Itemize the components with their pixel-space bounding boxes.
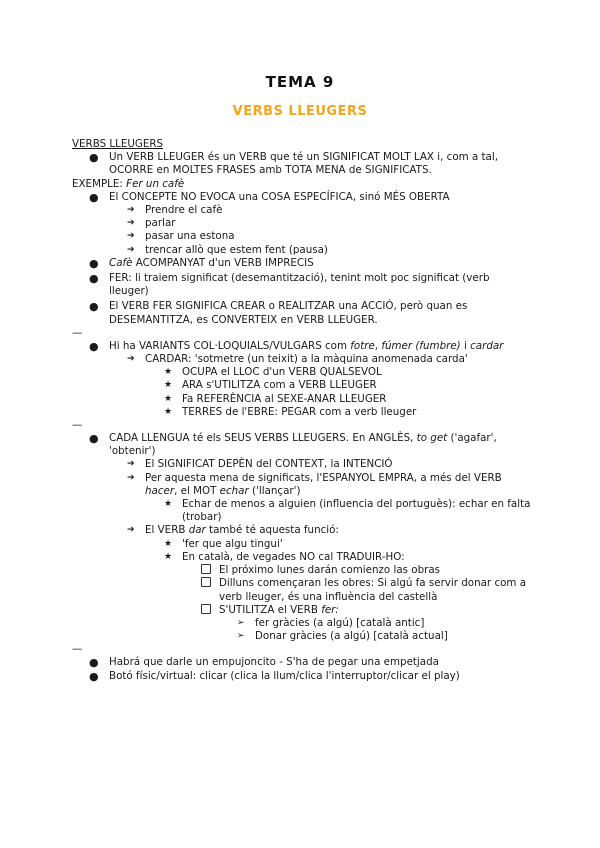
star-icon: ★ — [164, 406, 173, 417]
notes-body — [72, 138, 532, 683]
star-icon: ★ — [164, 380, 173, 391]
list-item: ● Botó físic/virtual: clicar (clica la llum/clica l'interruptor/clicar el play) — [89, 669, 460, 683]
checkbox-item: Dilluns començaran les obres: Si algú fa servir donar com a verb lleuger, és una influència del castellà — [72, 577, 532, 603]
arrow-icon: ➔ — [127, 218, 135, 229]
separator-dash: — — [72, 643, 83, 656]
list-item: ● FER: li traiem significat (desemantització), tenint molt poc significat (verb lleuger) — [89, 272, 490, 298]
sub-list-item: ➔ El SIGNIFICAT DEPÈN del CONTEXT, la INTENCIÓ — [127, 458, 393, 471]
list-item: ● El VERB FER SIGNIFICA CREAR o REALITZAR una ACCIÓ, però quan es DESEMANTITZA, es CONVERTEIX en VERB LLEUGER. — [89, 300, 468, 326]
sub-list-item: ➔ pasar una estona — [127, 230, 235, 243]
star-item: ★ Fa REFERÈNCIA al SEXE-ANAR LLEUGER — [164, 392, 387, 405]
star-icon: ★ — [164, 367, 173, 378]
checkbox-item: S'UTILITZA el VERB fer: — [72, 604, 532, 617]
section-heading: VERBS LLEUGERS — [72, 138, 164, 150]
bullet-icon: ● — [89, 272, 99, 286]
star-item: ★ ARA s'UTILITZA com a VERB LLEUGER — [164, 379, 377, 392]
arrow-icon: ➔ — [127, 244, 135, 255]
list-item: ● Hi ha VARIANTS COL·LOQUIALS/VULGARS com fotre, fúmer (fumbre) i cardar — [89, 339, 504, 353]
sub-list-item: ➔ trencar allò que estem fent (pausa) — [127, 243, 328, 256]
checkbox-icon[interactable] — [201, 564, 211, 577]
list-item: ● CADA LLENGUA té els SEUS VERBS LLEUGERS. En ANGLÈS, to get ('agafar', 'obtenir') — [89, 432, 497, 458]
arrow-icon: ➔ — [127, 472, 135, 483]
checkbox-item: El próximo lunes darán comienzo las obras — [72, 564, 532, 577]
sub-list-item: ➔ CARDAR: 'sotmetre (un teixit) a la màquina anomenada carda' — [127, 353, 468, 366]
list-item: ● Cafè ACOMPANYAT d'un VERB IMPRECIS — [89, 256, 314, 270]
arrow-icon: ➔ — [127, 525, 135, 536]
star-icon: ★ — [164, 538, 173, 549]
list-item: ● El CONCEPTE NO EVOCA una COSA ESPECÍFICA, sinó MÉS OBERTA — [89, 190, 450, 204]
bullet-icon: ● — [89, 339, 99, 353]
star-item: ★ 'fer que algu tingui' — [164, 537, 283, 550]
star-item: ★ TERRES de l'EBRE: PEGAR com a verb lleuger — [164, 405, 417, 418]
sub-list-item: ➔ Prendre el cafè — [127, 204, 223, 217]
triangle-arrow-icon: ➢ — [237, 631, 245, 642]
separator-dash: — — [72, 326, 83, 339]
arrow-icon: ➔ — [127, 231, 135, 242]
arrow-icon: ➔ — [127, 205, 135, 216]
triangle-arrow-icon: ➢ — [237, 617, 245, 628]
bullet-icon: ● — [89, 151, 99, 165]
bullet-icon: ● — [89, 656, 99, 670]
bullet-icon: ● — [89, 256, 99, 270]
sub-list-item: ➔ El VERB dar també té aquesta funció: — [127, 524, 339, 537]
checkbox-icon[interactable] — [201, 577, 211, 590]
page-title: TEMA 9 — [265, 73, 335, 91]
star-item: ★ OCUPA el LLOC d'un VERB QUALSEVOL — [164, 366, 382, 379]
list-item: ● Un VERB LLEUGER és un VERB que té un SIGNIFICAT MOLT LAX i, com a tal, OCORRE en MOLTES FRASES amb TOTA MENA de SIGNIFICATS. — [89, 151, 498, 177]
star-icon: ★ — [164, 551, 173, 562]
star-item: ★ Echar de menos a alguien (influencia del portuguès): echar en falta (trobar) — [164, 498, 531, 524]
star-item: ★ En català, de vegades NO cal TRADUIR-HO: — [164, 550, 405, 563]
nested-arrow-item: ➢ Donar gràcies (a algú) [català actual] — [237, 630, 448, 643]
bullet-icon: ● — [89, 300, 99, 314]
nested-arrow-item: ➢ fer gràcies (a algú) [català antic] — [237, 616, 425, 629]
star-icon: ★ — [164, 499, 173, 510]
bullet-icon: ● — [89, 190, 99, 204]
bullet-icon: ● — [89, 432, 99, 446]
page-subtitle: VERBS LLEUGERS — [232, 104, 368, 119]
separator-dash: — — [72, 419, 83, 432]
example-line: EXEMPLE: Fer un cafè — [72, 177, 185, 190]
sub-list-item: ➔ Per aquesta mena de significats, l'ESPANYOL EMPRA, a més del VERB hacer, el MOT echar ('llançar') — [127, 471, 502, 497]
bullet-icon: ● — [89, 669, 99, 683]
star-icon: ★ — [164, 393, 173, 404]
arrow-icon: ➔ — [127, 459, 135, 470]
arrow-icon: ➔ — [127, 354, 135, 365]
sub-list-item: ➔ parlar — [127, 217, 176, 230]
checkbox-icon[interactable] — [201, 604, 211, 617]
list-item: ● Habrá que darle un empujoncito - S'ha de pegar una empetjada — [89, 656, 439, 670]
